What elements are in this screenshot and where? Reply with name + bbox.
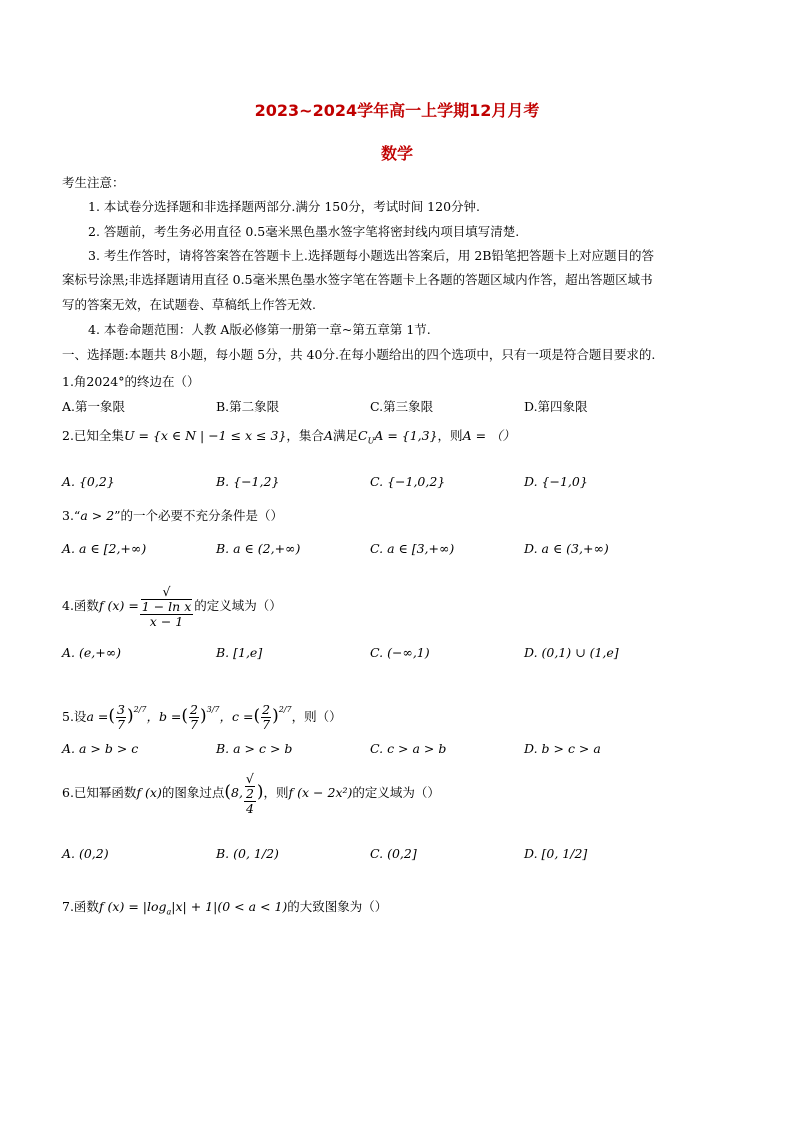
q2-complement-c: C	[357, 428, 368, 443]
q5-b-frac	[189, 703, 199, 732]
q5-a-num: 3	[116, 702, 125, 718]
question-4	[62, 585, 282, 628]
q1-option-c: C.第三象限	[370, 399, 434, 414]
q5-c-den: 7	[262, 717, 271, 732]
q6-option-b: B. (0, 1/2)	[216, 846, 279, 861]
q6-point-y	[244, 772, 256, 815]
q3-option-c: C. a ∈ [3,+∞)	[370, 541, 455, 556]
q5-c-num: 2	[262, 702, 271, 718]
q7-text-2: 的大致图象为（）	[287, 899, 388, 914]
q7-function: f (x) = |log	[98, 899, 167, 914]
q3-option-d: D. a ∈ (3,+∞)	[524, 541, 609, 556]
section-heading: 一、选择题:本题共 8小题，每小题 5分，共 40分.在每小题给出的四个选项中，只有一项是符合题目要求的.	[62, 347, 656, 362]
question-7	[62, 898, 387, 922]
q2-ask: A = （）	[462, 428, 516, 443]
q5-a-exp: 2/7	[133, 705, 147, 714]
q4-text-2: 的定义域为（）	[194, 598, 282, 614]
notice-heading: 考生注意：	[62, 175, 125, 190]
q5-b-exp: 3/7	[206, 705, 220, 714]
q5-a-label: a =	[86, 709, 109, 724]
notice-item-4: 4. 本卷命题范围：人教 A版必修第一册第一章~第五章第 1节.	[88, 322, 431, 337]
q4-option-a: A. (e,+∞)	[62, 645, 121, 660]
q7-function-rest: |x| + 1|(0 < a < 1)	[171, 899, 288, 914]
notice-item-3-end: 写的答案无效，在试题卷、草稿纸上作答无效.	[62, 297, 316, 312]
q2-var-a: A	[323, 428, 333, 443]
q5-a-den: 7	[116, 717, 125, 732]
q4-function: f (x) =	[98, 598, 139, 614]
q2-text-4: ，则	[437, 428, 463, 443]
q1-option-d: D.第四象限	[524, 399, 588, 414]
q6-option-a: A. (0,2)	[62, 846, 109, 861]
notice-item-3-cont: 案标号涂黑;非选择题请用直径 0.5毫米黑色墨水签字笔在答题卡上各题的答题区域内作答，超出答题区域书	[62, 272, 653, 287]
q2-complement	[357, 428, 438, 446]
q5-a-frac	[116, 703, 126, 732]
q5-b-num: 2	[190, 702, 198, 718]
q6-point-y-root: 2	[245, 785, 254, 801]
question-2	[62, 427, 515, 451]
q5-option-a: A. a > b > c	[62, 741, 139, 756]
question-5: 5.设a =( $\frac{3}{7}$ )$^{2/7}$，b =( $\frac{2}{7}$ )$^{3/7}$，c =( $\frac{2}{7}$ )$^{2/7}$，则（）	[62, 702, 342, 732]
q6-point-y-num: √ 2	[245, 771, 254, 801]
q2-option-a: A. {0,2}	[62, 474, 115, 489]
q6-option-d: D. [0, 1/2]	[524, 846, 588, 861]
q6-text-1: 6.已知幂函数	[62, 785, 137, 801]
q6-text-4: 的定义域为（）	[352, 785, 440, 801]
q5-c-label: ，c =	[219, 709, 254, 724]
q5-text-1: 5.设	[62, 709, 87, 724]
q2-complement-value: A = {1,3}	[374, 428, 438, 443]
q5-c-frac	[261, 703, 271, 732]
q6-point-y-den: 4	[245, 800, 254, 816]
q2-option-d: D. {−1,0}	[524, 474, 588, 489]
notice-item-3: 3. 考生作答时，请将答案答在答题卡上.选择题每小题选出答案后，用 2B铅笔把答题卡上对应题目的答	[88, 248, 654, 263]
q2-text-2: ，集合	[286, 428, 324, 443]
q3-text-2: ”的一个必要不充分条件是（）	[114, 508, 284, 523]
q3-option-b: B. a ∈ (2,+∞)	[216, 541, 301, 556]
notice-item-2: 2. 答题前，考生务必用直径 0.5毫米黑色墨水签字笔将密封线内项目填写清楚.	[88, 224, 520, 239]
q4-denominator: x − 1	[149, 613, 184, 629]
q4-option-c: C. (−∞,1)	[370, 645, 430, 660]
q2-complement-sub: U	[367, 436, 375, 446]
q6-option-c: C. (0,2]	[370, 846, 417, 861]
q4-text-1: 4.函数	[62, 598, 99, 614]
q6-function: f (x)	[136, 785, 162, 801]
q2-text-1: 2.已知全集	[62, 428, 124, 443]
q5-c-exp: 2/7	[278, 705, 292, 714]
question-3	[62, 507, 283, 525]
q7-text-1: 7.函数	[62, 899, 99, 914]
q1-option-a: A.第一象限	[62, 399, 126, 414]
q5-b-den: 7	[190, 717, 198, 732]
q6-text-2: 的图象过点	[161, 785, 225, 801]
q4-numerator: √ 1 − ln x	[141, 584, 192, 614]
q6-composite: f (x − 2x²)	[288, 785, 353, 801]
question-6: 6.已知幂函数f (x)的图象过点(8, √ 2 4 )，则f (x − 2x²)的定义域为（）	[62, 771, 440, 816]
q3-text-1: 3.“	[62, 508, 81, 523]
q5-option-c: C. c > a > b	[370, 741, 447, 756]
q6-point-x: 8,	[231, 785, 243, 801]
q1-option-b: B.第二象限	[216, 399, 280, 414]
question-1: 1.角2024°的终边在（）	[62, 374, 200, 389]
q4-option-b: B. [1,e]	[216, 645, 263, 660]
q6-text-3: ，则	[263, 785, 289, 801]
q3-option-a: A. a ∈ [2,+∞)	[62, 541, 147, 556]
q4-numerator-text: 1 − ln x	[141, 598, 192, 614]
q2-option-c: C. {−1,0,2}	[370, 474, 446, 489]
q7-log-base: a	[166, 907, 172, 917]
q2-universal-set: U = {x ∈ N | −1 ≤ x ≤ 3}	[123, 428, 287, 443]
exam-title: 2023~2024学年高一上学期12月月考	[254, 101, 540, 120]
q3-condition: a > 2	[80, 508, 115, 523]
q5-option-b: B. a > c > b	[216, 741, 293, 756]
q5-option-d: D. b > c > a	[524, 741, 601, 756]
notice-item-1: 1. 本试卷分选择题和非选择题两部分.满分 150分，考试时间 120分钟.	[88, 199, 481, 214]
exam-subject: 数学	[380, 144, 413, 163]
q4-option-d: D. (0,1) ∪ (1,e]	[524, 645, 619, 660]
q5-text-2: ，则（）	[291, 709, 342, 724]
q4-fraction	[140, 585, 193, 628]
q2-option-b: B. {−1,2}	[216, 474, 280, 489]
q5-b-label: ，b =	[146, 709, 182, 724]
q2-text-3: 满足	[332, 428, 358, 443]
